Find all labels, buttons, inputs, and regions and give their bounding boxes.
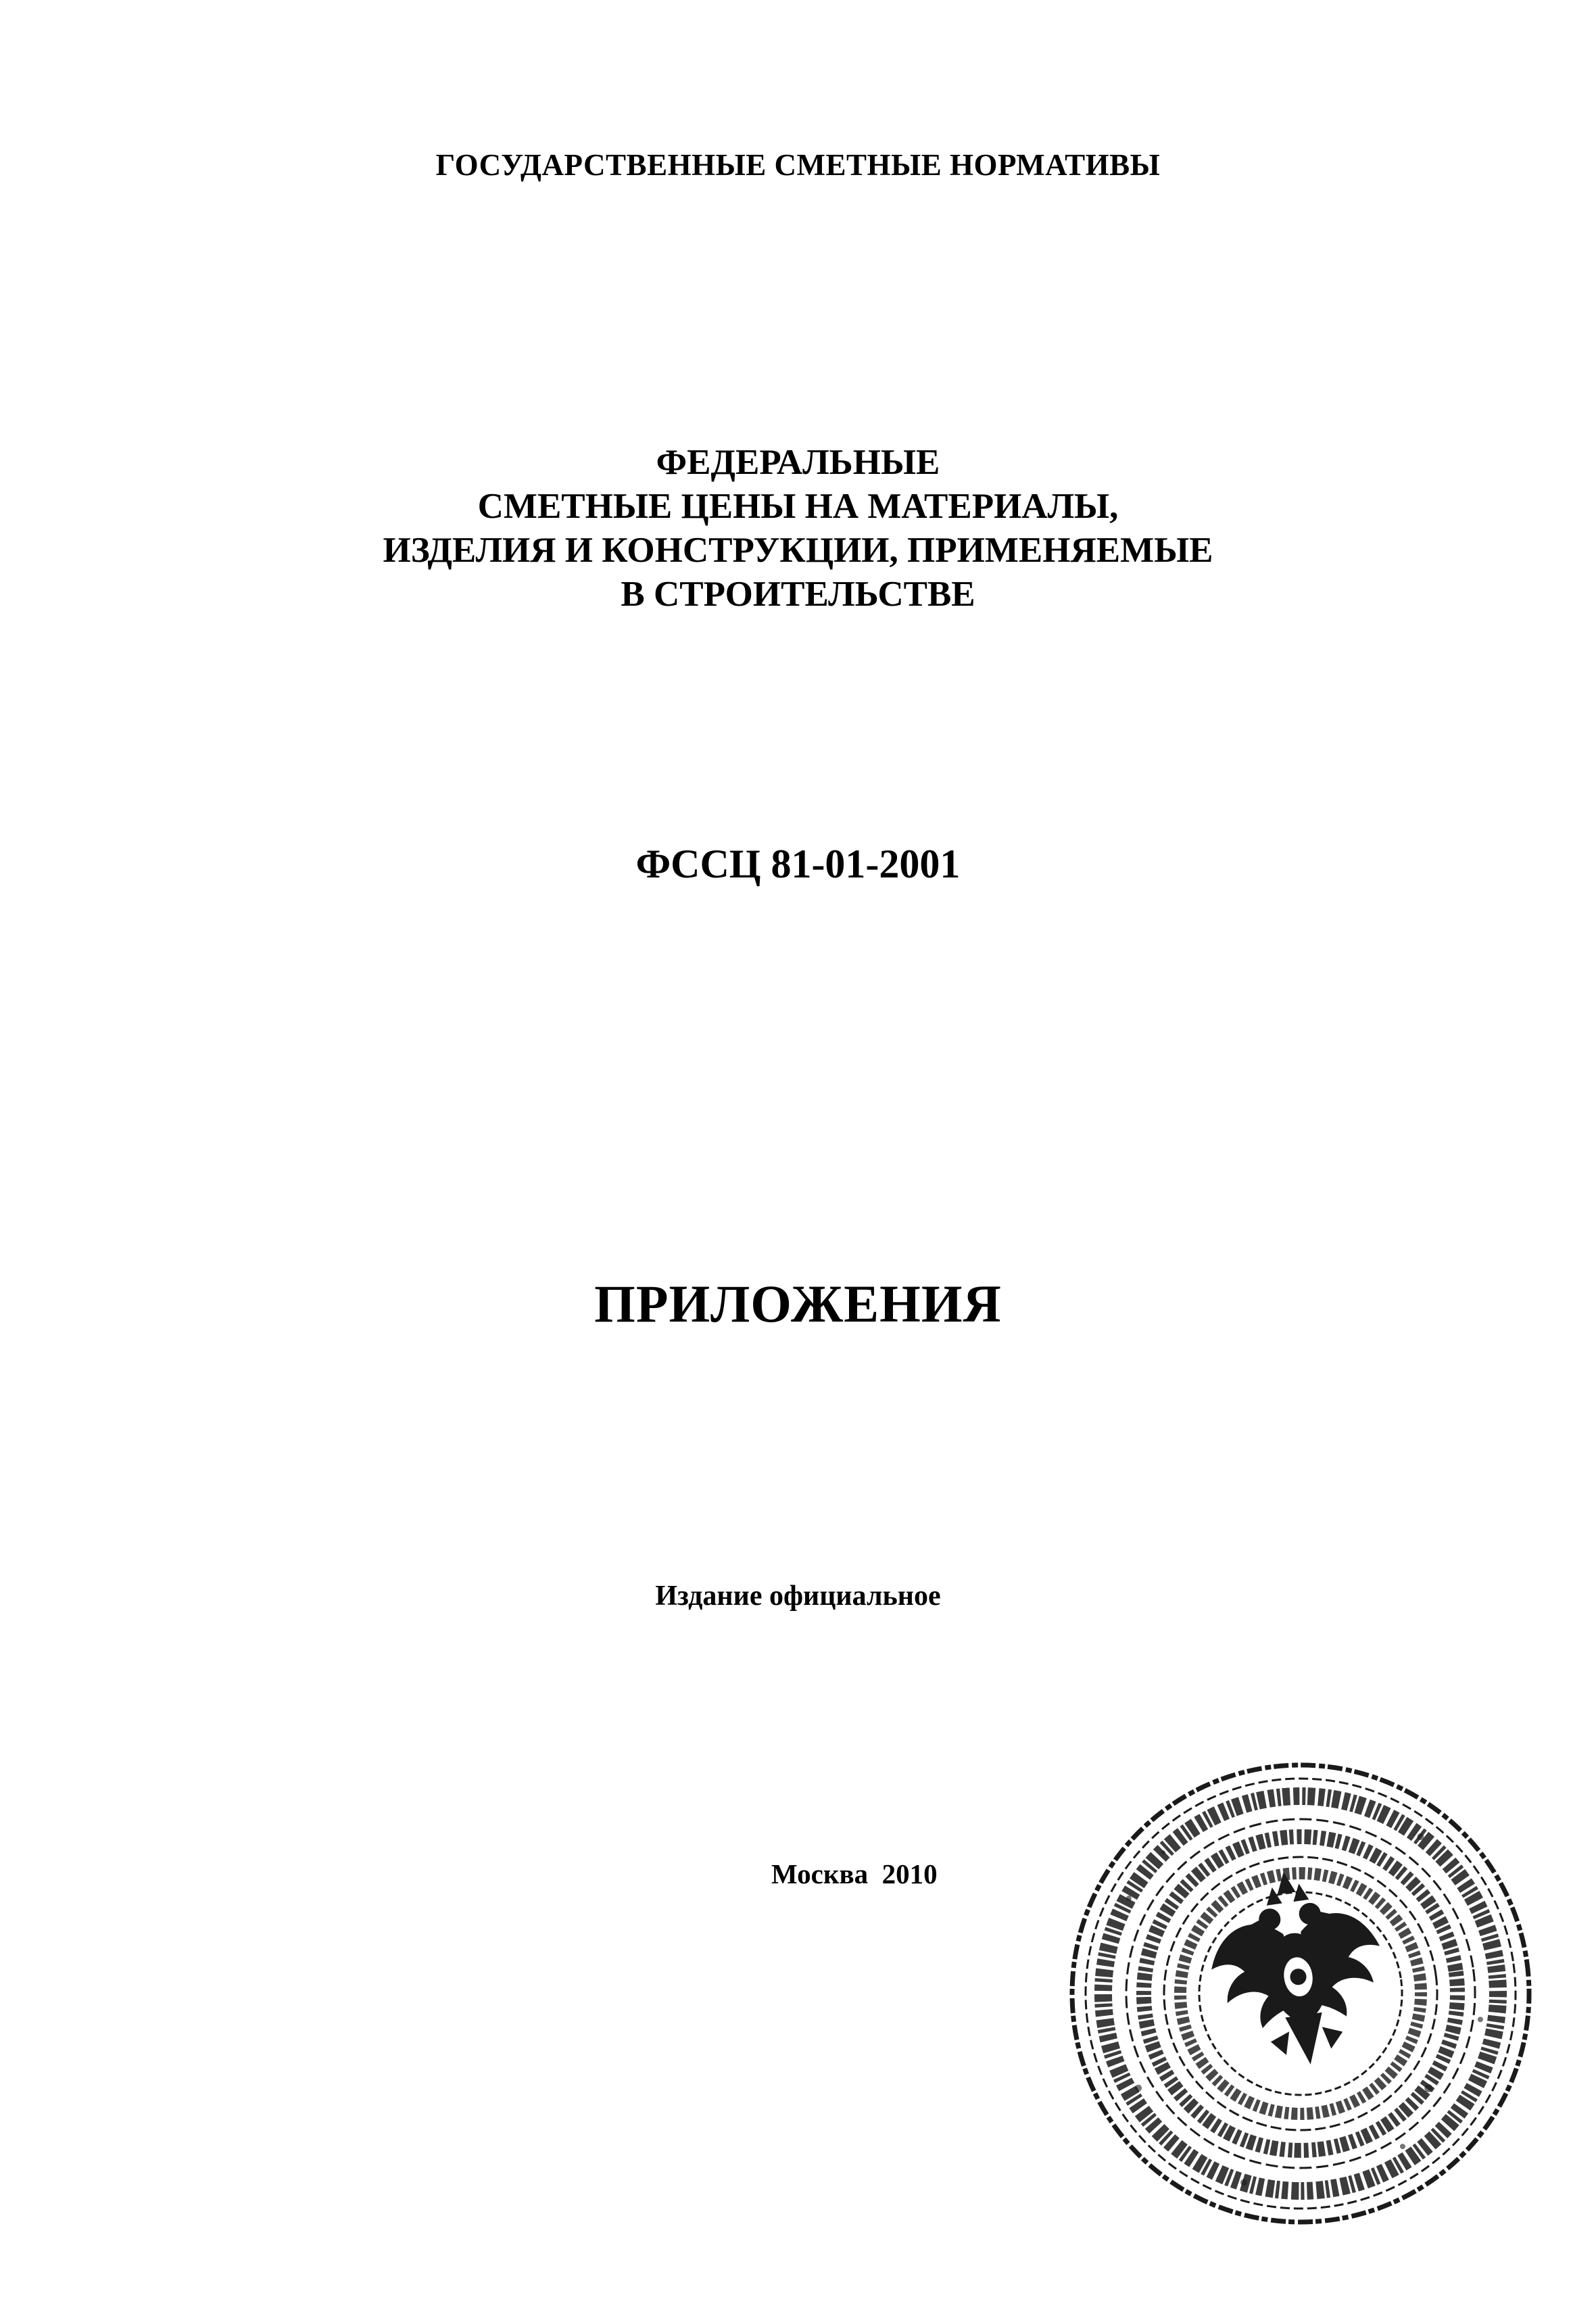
imprint-place-year: Москва 2010 <box>771 1858 938 1889</box>
edition-note: Издание официальное <box>655 1581 941 1612</box>
official-seal-stamp <box>1063 1754 1539 2234</box>
series-title: ГОСУДАРСТВЕННЫЕ СМЕТНЫЕ НОРМАТИВЫ <box>435 148 1161 182</box>
document-code: ФССЦ 81-01-2001 <box>635 842 961 886</box>
section-heading: ПРИЛОЖЕНИЯ <box>594 1274 1002 1333</box>
title-line-2: СМЕТНЫЕ ЦЕНЫ НА МАТЕРИАЛЫ, <box>477 487 1119 526</box>
title-line-3: ИЗДЕЛИЯ И КОНСТРУКЦИИ, ПРИМЕНЯЕМЫЕ <box>383 531 1213 570</box>
title-line-1: ФЕДЕРАЛЬНЫЕ <box>656 443 940 482</box>
document-title <box>0 441 1596 617</box>
title-line-4: В СТРОИТЕЛЬСТВЕ <box>621 575 975 614</box>
